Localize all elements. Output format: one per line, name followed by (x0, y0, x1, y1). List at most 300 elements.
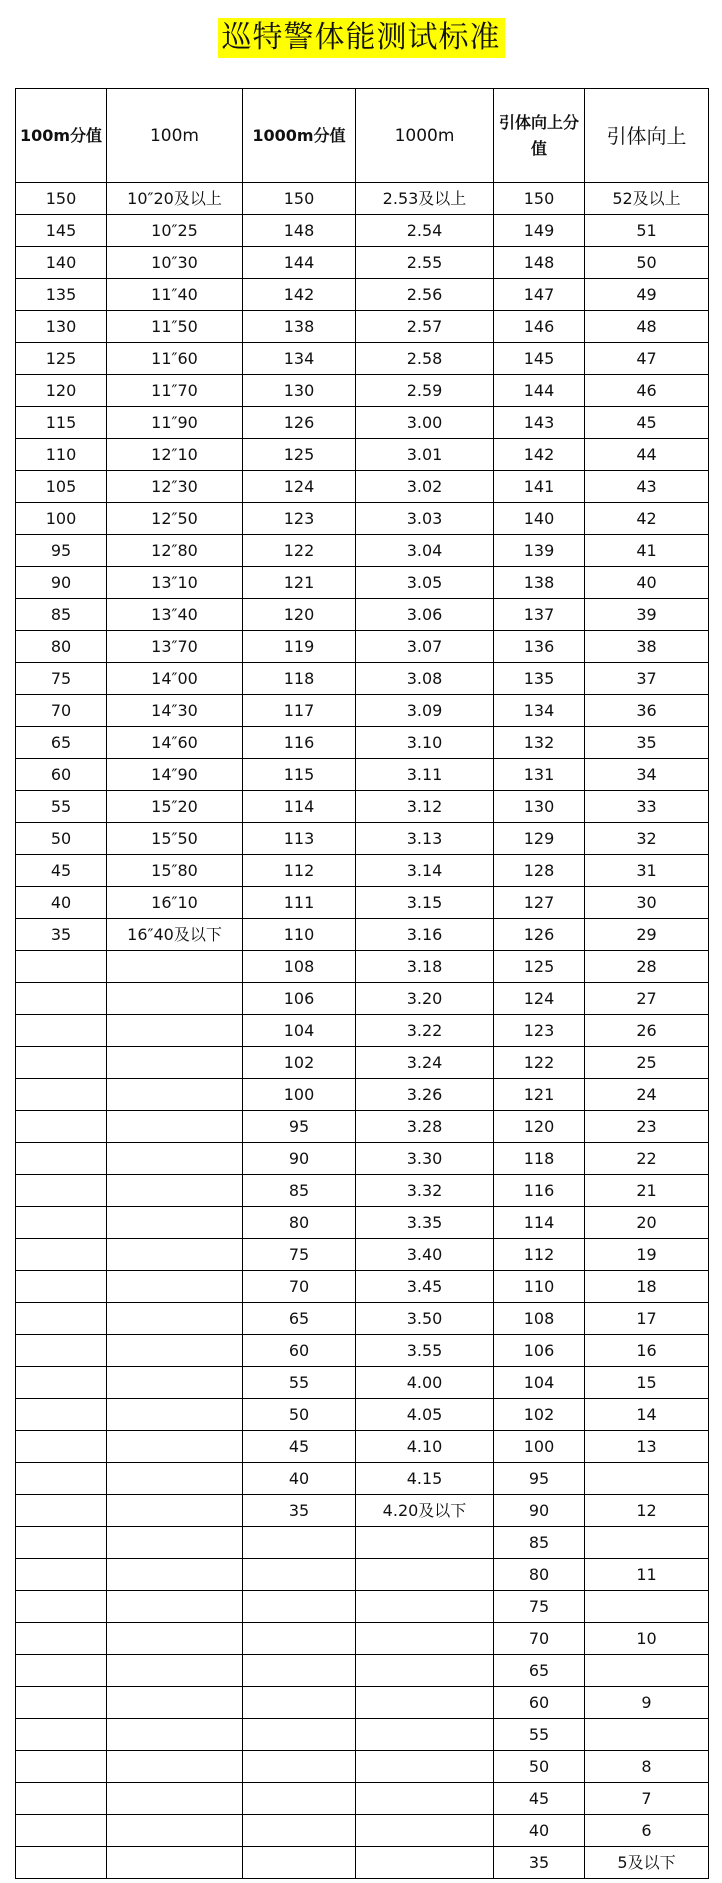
cell-100m-time: 15″20 (107, 791, 243, 823)
cell-pullup-score: 114 (494, 1207, 585, 1239)
page-title: 巡特警体能测试标准 (218, 18, 505, 58)
header-100m-score: 100m分值 (16, 89, 107, 183)
cell-100m-score (16, 1719, 107, 1751)
cell-100m-score: 70 (16, 695, 107, 727)
table-row (16, 1175, 709, 1207)
cell-100m-score: 120 (16, 375, 107, 407)
cell-100m-score (16, 1367, 107, 1399)
cell-100m-time (107, 1623, 243, 1655)
cell-1000m-score: 110 (243, 919, 356, 951)
cell-100m-score (16, 1591, 107, 1623)
cell-1000m-time: 3.09 (356, 695, 494, 727)
cell-1000m-score: 80 (243, 1207, 356, 1239)
table-row (16, 1783, 709, 1815)
cell-1000m-time: 3.40 (356, 1239, 494, 1271)
cell-1000m-score: 70 (243, 1271, 356, 1303)
cell-1000m-score: 138 (243, 311, 356, 343)
table-row (16, 375, 709, 407)
cell-100m-score: 130 (16, 311, 107, 343)
cell-1000m-score: 55 (243, 1367, 356, 1399)
cell-1000m-time (356, 1623, 494, 1655)
cell-pullup-score: 75 (494, 1591, 585, 1623)
cell-1000m-score (243, 1815, 356, 1847)
table-row (16, 1047, 709, 1079)
cell-pullup-score: 50 (494, 1751, 585, 1783)
cell-pullup-score: 65 (494, 1655, 585, 1687)
cell-pullup-score: 144 (494, 375, 585, 407)
cell-pullup-count (585, 1527, 709, 1559)
table-row (16, 823, 709, 855)
cell-1000m-time: 3.32 (356, 1175, 494, 1207)
cell-1000m-time: 3.55 (356, 1335, 494, 1367)
cell-100m-time: 10″30 (107, 247, 243, 279)
cell-1000m-score: 118 (243, 663, 356, 695)
header-100m: 100m (107, 89, 243, 183)
cell-pullup-count: 24 (585, 1079, 709, 1111)
cell-100m-score: 65 (16, 727, 107, 759)
cell-100m-time (107, 1175, 243, 1207)
cell-pullup-score: 95 (494, 1463, 585, 1495)
cell-100m-score: 50 (16, 823, 107, 855)
cell-1000m-score (243, 1655, 356, 1687)
cell-1000m-time: 3.18 (356, 951, 494, 983)
cell-pullup-count: 8 (585, 1751, 709, 1783)
cell-1000m-score: 119 (243, 631, 356, 663)
cell-100m-time: 11″90 (107, 407, 243, 439)
cell-pullup-count: 37 (585, 663, 709, 695)
cell-1000m-score: 50 (243, 1399, 356, 1431)
table-row (16, 1111, 709, 1143)
cell-pullup-score: 132 (494, 727, 585, 759)
cell-100m-time: 16″40及以下 (107, 919, 243, 951)
table-row (16, 1495, 709, 1527)
cell-100m-time (107, 983, 243, 1015)
cell-100m-time: 12″10 (107, 439, 243, 471)
cell-100m-time (107, 1111, 243, 1143)
cell-1000m-time: 3.24 (356, 1047, 494, 1079)
table-row (16, 471, 709, 503)
cell-1000m-time: 4.00 (356, 1367, 494, 1399)
cell-100m-score: 110 (16, 439, 107, 471)
cell-100m-score (16, 1687, 107, 1719)
table-row (16, 951, 709, 983)
cell-100m-score: 60 (16, 759, 107, 791)
cell-pullup-count: 42 (585, 503, 709, 535)
cell-pullup-count: 23 (585, 1111, 709, 1143)
cell-100m-score: 35 (16, 919, 107, 951)
cell-1000m-time: 3.14 (356, 855, 494, 887)
cell-1000m-time (356, 1815, 494, 1847)
table-row (16, 567, 709, 599)
cell-pullup-score: 134 (494, 695, 585, 727)
table-row (16, 1303, 709, 1335)
cell-1000m-score: 65 (243, 1303, 356, 1335)
table-row (16, 1815, 709, 1847)
cell-100m-time (107, 1271, 243, 1303)
cell-1000m-time: 2.56 (356, 279, 494, 311)
cell-100m-score: 135 (16, 279, 107, 311)
cell-100m-score (16, 1495, 107, 1527)
cell-100m-time (107, 1431, 243, 1463)
cell-1000m-score: 102 (243, 1047, 356, 1079)
table-row (16, 311, 709, 343)
cell-pullup-score: 85 (494, 1527, 585, 1559)
cell-100m-time: 13″70 (107, 631, 243, 663)
table-row (16, 919, 709, 951)
cell-pullup-score: 137 (494, 599, 585, 631)
cell-pullup-count: 32 (585, 823, 709, 855)
cell-pullup-count: 11 (585, 1559, 709, 1591)
cell-pullup-count (585, 1463, 709, 1495)
cell-1000m-score: 60 (243, 1335, 356, 1367)
cell-100m-time (107, 1239, 243, 1271)
cell-1000m-time: 3.13 (356, 823, 494, 855)
cell-100m-score: 140 (16, 247, 107, 279)
table-row (16, 1399, 709, 1431)
cell-pullup-count: 40 (585, 567, 709, 599)
cell-pullup-score: 139 (494, 535, 585, 567)
cell-100m-time (107, 1719, 243, 1751)
cell-1000m-score (243, 1559, 356, 1591)
table-row (16, 535, 709, 567)
cell-pullup-score: 130 (494, 791, 585, 823)
cell-100m-time: 12″80 (107, 535, 243, 567)
cell-pullup-score: 124 (494, 983, 585, 1015)
cell-1000m-time (356, 1847, 494, 1879)
cell-1000m-score: 100 (243, 1079, 356, 1111)
cell-1000m-time: 3.30 (356, 1143, 494, 1175)
table-row (16, 407, 709, 439)
cell-100m-score: 125 (16, 343, 107, 375)
table-row (16, 887, 709, 919)
table-row (16, 631, 709, 663)
cell-1000m-score: 150 (243, 183, 356, 215)
cell-100m-score (16, 951, 107, 983)
cell-1000m-score: 45 (243, 1431, 356, 1463)
table-row (16, 791, 709, 823)
cell-1000m-score: 124 (243, 471, 356, 503)
cell-1000m-score (243, 1623, 356, 1655)
cell-pullup-score: 145 (494, 343, 585, 375)
cell-100m-score: 105 (16, 471, 107, 503)
cell-pullup-score: 112 (494, 1239, 585, 1271)
cell-1000m-score: 104 (243, 1015, 356, 1047)
cell-1000m-time: 3.07 (356, 631, 494, 663)
cell-1000m-time: 4.05 (356, 1399, 494, 1431)
cell-pullup-count: 9 (585, 1687, 709, 1719)
header-row (16, 89, 709, 183)
cell-100m-score (16, 1815, 107, 1847)
cell-100m-time (107, 1527, 243, 1559)
cell-100m-time: 11″40 (107, 279, 243, 311)
cell-100m-score (16, 1143, 107, 1175)
cell-1000m-score: 115 (243, 759, 356, 791)
cell-1000m-score (243, 1687, 356, 1719)
cell-pullup-count: 7 (585, 1783, 709, 1815)
cell-100m-time: 14″90 (107, 759, 243, 791)
cell-pullup-count: 51 (585, 215, 709, 247)
cell-pullup-count: 30 (585, 887, 709, 919)
cell-1000m-time (356, 1687, 494, 1719)
cell-1000m-time: 2.58 (356, 343, 494, 375)
cell-100m-score: 95 (16, 535, 107, 567)
cell-1000m-time: 3.04 (356, 535, 494, 567)
cell-1000m-score: 106 (243, 983, 356, 1015)
cell-100m-score (16, 1847, 107, 1879)
cell-pullup-count: 45 (585, 407, 709, 439)
cell-1000m-time: 3.00 (356, 407, 494, 439)
cell-1000m-score (243, 1719, 356, 1751)
cell-pullup-count: 50 (585, 247, 709, 279)
cell-1000m-score (243, 1591, 356, 1623)
table-row (16, 855, 709, 887)
cell-100m-time: 10″20及以上 (107, 183, 243, 215)
table-row (16, 1623, 709, 1655)
cell-pullup-count: 28 (585, 951, 709, 983)
cell-pullup-count: 31 (585, 855, 709, 887)
cell-pullup-count: 10 (585, 1623, 709, 1655)
cell-100m-time (107, 1559, 243, 1591)
cell-pullup-score: 108 (494, 1303, 585, 1335)
table-row (16, 695, 709, 727)
cell-pullup-score: 80 (494, 1559, 585, 1591)
table-row (16, 1207, 709, 1239)
cell-1000m-time: 3.35 (356, 1207, 494, 1239)
cell-pullup-count: 49 (585, 279, 709, 311)
table-row (16, 183, 709, 215)
cell-pullup-score: 106 (494, 1335, 585, 1367)
cell-1000m-score: 114 (243, 791, 356, 823)
cell-1000m-time: 3.45 (356, 1271, 494, 1303)
cell-pullup-score: 146 (494, 311, 585, 343)
header-pullup: 引体向上 (585, 89, 709, 183)
cell-pullup-score: 135 (494, 663, 585, 695)
cell-pullup-score: 100 (494, 1431, 585, 1463)
cell-100m-score (16, 1175, 107, 1207)
cell-1000m-score: 121 (243, 567, 356, 599)
table-row (16, 343, 709, 375)
cell-pullup-count: 52及以上 (585, 183, 709, 215)
cell-1000m-score: 148 (243, 215, 356, 247)
cell-pullup-score: 129 (494, 823, 585, 855)
cell-100m-score (16, 1207, 107, 1239)
cell-pullup-count: 14 (585, 1399, 709, 1431)
cell-pullup-score: 60 (494, 1687, 585, 1719)
cell-1000m-time: 3.15 (356, 887, 494, 919)
cell-pullup-score: 116 (494, 1175, 585, 1207)
cell-pullup-count: 44 (585, 439, 709, 471)
cell-pullup-count: 35 (585, 727, 709, 759)
cell-pullup-count: 22 (585, 1143, 709, 1175)
cell-pullup-count: 6 (585, 1815, 709, 1847)
cell-1000m-score: 95 (243, 1111, 356, 1143)
cell-1000m-time: 3.20 (356, 983, 494, 1015)
cell-pullup-score: 131 (494, 759, 585, 791)
cell-100m-time: 10″25 (107, 215, 243, 247)
cell-pullup-score: 141 (494, 471, 585, 503)
table-row (16, 1527, 709, 1559)
cell-1000m-score: 117 (243, 695, 356, 727)
cell-1000m-score: 40 (243, 1463, 356, 1495)
cell-100m-time (107, 1783, 243, 1815)
cell-1000m-score (243, 1527, 356, 1559)
cell-1000m-score: 35 (243, 1495, 356, 1527)
cell-1000m-time: 3.16 (356, 919, 494, 951)
cell-100m-score: 115 (16, 407, 107, 439)
cell-pullup-score: 128 (494, 855, 585, 887)
cell-1000m-score: 134 (243, 343, 356, 375)
cell-100m-score: 90 (16, 567, 107, 599)
cell-1000m-time: 4.20及以下 (356, 1495, 494, 1527)
cell-pullup-score: 110 (494, 1271, 585, 1303)
cell-1000m-time: 2.57 (356, 311, 494, 343)
cell-1000m-score: 126 (243, 407, 356, 439)
cell-100m-score: 150 (16, 183, 107, 215)
cell-100m-time (107, 1399, 243, 1431)
cell-pullup-score: 138 (494, 567, 585, 599)
table-row (16, 983, 709, 1015)
cell-pullup-count: 13 (585, 1431, 709, 1463)
table-row (16, 1239, 709, 1271)
cell-pullup-score: 102 (494, 1399, 585, 1431)
cell-1000m-score (243, 1783, 356, 1815)
cell-pullup-score: 35 (494, 1847, 585, 1879)
cell-pullup-count: 46 (585, 375, 709, 407)
cell-1000m-time: 3.11 (356, 759, 494, 791)
cell-1000m-time: 3.10 (356, 727, 494, 759)
cell-pullup-count: 27 (585, 983, 709, 1015)
cell-pullup-score: 70 (494, 1623, 585, 1655)
table-row (16, 1719, 709, 1751)
table-row (16, 1751, 709, 1783)
cell-100m-score: 45 (16, 855, 107, 887)
cell-100m-score (16, 1239, 107, 1271)
cell-100m-score (16, 1655, 107, 1687)
cell-pullup-count: 33 (585, 791, 709, 823)
cell-1000m-score: 123 (243, 503, 356, 535)
cell-1000m-score: 130 (243, 375, 356, 407)
cell-1000m-score: 108 (243, 951, 356, 983)
cell-100m-score: 80 (16, 631, 107, 663)
table-row (16, 1367, 709, 1399)
table-row (16, 439, 709, 471)
cell-100m-score (16, 1399, 107, 1431)
cell-100m-time (107, 1047, 243, 1079)
table-row (16, 215, 709, 247)
fitness-standard-table (15, 88, 709, 1879)
cell-pullup-count: 5及以下 (585, 1847, 709, 1879)
cell-pullup-score: 136 (494, 631, 585, 663)
table-row (16, 1655, 709, 1687)
cell-100m-time: 12″30 (107, 471, 243, 503)
cell-1000m-score: 75 (243, 1239, 356, 1271)
cell-pullup-count: 18 (585, 1271, 709, 1303)
cell-100m-time (107, 1367, 243, 1399)
cell-1000m-time (356, 1719, 494, 1751)
table-row (16, 1687, 709, 1719)
cell-1000m-time (356, 1527, 494, 1559)
cell-1000m-score (243, 1751, 356, 1783)
cell-pullup-score: 122 (494, 1047, 585, 1079)
cell-1000m-time: 4.10 (356, 1431, 494, 1463)
cell-100m-score (16, 1623, 107, 1655)
cell-pullup-score: 125 (494, 951, 585, 983)
cell-100m-time (107, 1079, 243, 1111)
cell-100m-score: 55 (16, 791, 107, 823)
cell-1000m-time (356, 1751, 494, 1783)
cell-1000m-time: 3.03 (356, 503, 494, 535)
cell-100m-score: 100 (16, 503, 107, 535)
table-row (16, 727, 709, 759)
cell-pullup-score: 121 (494, 1079, 585, 1111)
cell-pullup-score: 55 (494, 1719, 585, 1751)
cell-pullup-count: 39 (585, 599, 709, 631)
cell-100m-time (107, 1015, 243, 1047)
cell-pullup-score: 143 (494, 407, 585, 439)
cell-pullup-score: 40 (494, 1815, 585, 1847)
cell-1000m-time: 3.28 (356, 1111, 494, 1143)
table-row (16, 1079, 709, 1111)
cell-100m-time: 14″30 (107, 695, 243, 727)
cell-100m-score: 75 (16, 663, 107, 695)
table-row (16, 663, 709, 695)
table-row (16, 1431, 709, 1463)
cell-pullup-score: 142 (494, 439, 585, 471)
cell-100m-score (16, 1015, 107, 1047)
cell-100m-time: 14″00 (107, 663, 243, 695)
cell-1000m-time: 2.54 (356, 215, 494, 247)
cell-1000m-score: 144 (243, 247, 356, 279)
cell-1000m-score: 125 (243, 439, 356, 471)
cell-100m-score (16, 1783, 107, 1815)
table-row (16, 1271, 709, 1303)
header-1000m: 1000m (356, 89, 494, 183)
cell-100m-time (107, 1303, 243, 1335)
cell-1000m-time: 3.22 (356, 1015, 494, 1047)
cell-100m-score (16, 1303, 107, 1335)
cell-pullup-count: 48 (585, 311, 709, 343)
cell-1000m-score: 116 (243, 727, 356, 759)
cell-100m-time (107, 1143, 243, 1175)
cell-pullup-score: 45 (494, 1783, 585, 1815)
title-container (0, 18, 722, 58)
cell-1000m-score: 90 (243, 1143, 356, 1175)
cell-100m-time: 11″60 (107, 343, 243, 375)
cell-1000m-time (356, 1783, 494, 1815)
cell-100m-score: 145 (16, 215, 107, 247)
cell-pullup-score: 123 (494, 1015, 585, 1047)
cell-100m-time (107, 1847, 243, 1879)
cell-pullup-count: 41 (585, 535, 709, 567)
cell-pullup-score: 140 (494, 503, 585, 535)
cell-1000m-time: 3.12 (356, 791, 494, 823)
cell-pullup-score: 90 (494, 1495, 585, 1527)
cell-pullup-count: 36 (585, 695, 709, 727)
cell-100m-time (107, 1463, 243, 1495)
table-row (16, 1463, 709, 1495)
cell-pullup-count: 43 (585, 471, 709, 503)
cell-pullup-count: 15 (585, 1367, 709, 1399)
cell-100m-score (16, 1559, 107, 1591)
cell-100m-time (107, 1207, 243, 1239)
cell-1000m-time: 3.06 (356, 599, 494, 631)
cell-100m-score (16, 983, 107, 1015)
cell-100m-score (16, 1111, 107, 1143)
table-row (16, 1847, 709, 1879)
cell-pullup-count: 20 (585, 1207, 709, 1239)
cell-100m-time: 14″60 (107, 727, 243, 759)
cell-pullup-score: 120 (494, 1111, 585, 1143)
